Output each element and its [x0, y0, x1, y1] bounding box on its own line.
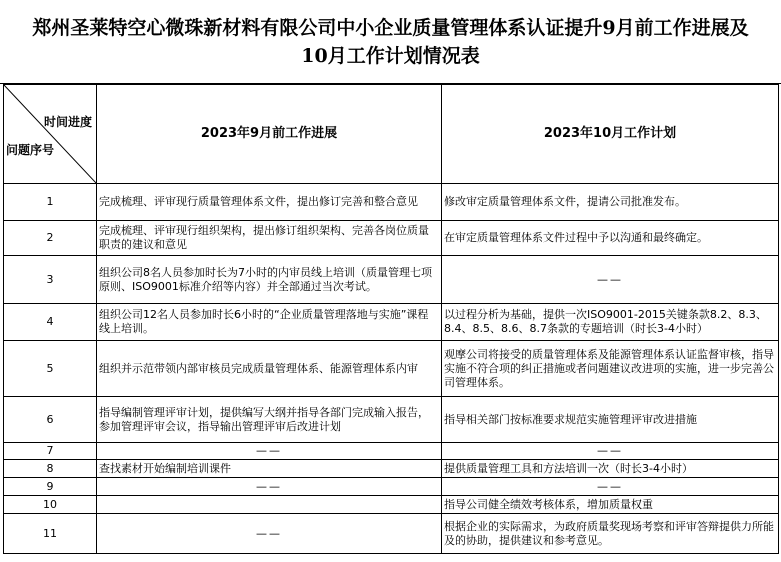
header-progress: 2023年9月前工作进展	[97, 85, 442, 184]
progress-cell: ——	[97, 478, 442, 496]
corner-label-time: 时间进度	[43, 115, 92, 129]
row-number: 8	[4, 460, 97, 478]
progress-cell: 组织公司12名人员参加时长6小时的“企业质量管理落地与实施”课程线上培训。	[97, 304, 442, 341]
plan-cell: ——	[442, 256, 779, 304]
plan-cell: 修改审定质量管理体系文件，提请公司批准发布。	[442, 184, 779, 221]
plan-cell: 提供质量管理工具和方法培训一次（时长3-4小时）	[442, 460, 779, 478]
corner-header-cell	[4, 85, 97, 184]
progress-cell: 查找素材开始编制培训课件	[97, 460, 442, 478]
table-row	[4, 443, 779, 460]
progress-cell: 组织公司8名人员参加时长为7小时的内审员线上培训（质量管理七项原则、ISO9001标准介绍等内容）并全部通过当次考试。	[97, 256, 442, 304]
progress-cell: ——	[97, 514, 442, 554]
plan-cell: ——	[442, 443, 779, 460]
table-row	[4, 341, 779, 397]
progress-table	[3, 84, 779, 554]
plan-cell: 指导公司健全绩效考核体系，增加质量权重	[442, 496, 779, 514]
table-row	[4, 514, 779, 554]
table-header-row	[4, 85, 779, 184]
table-row	[4, 221, 779, 256]
plan-cell: ——	[442, 478, 779, 496]
row-number: 9	[4, 478, 97, 496]
document-title	[0, 0, 781, 84]
title-line-2: 10月工作计划情况表	[301, 45, 480, 67]
progress-cell: ——	[97, 443, 442, 460]
table-row	[4, 496, 779, 514]
table-row	[4, 304, 779, 341]
header-plan: 2023年10月工作计划	[442, 85, 779, 184]
progress-cell: 指导编制管理评审计划，提供编写大纲并指导各部门完成输入报告，参加管理评审会议，指导输出管理评审后改进计划	[97, 397, 442, 443]
table-row	[4, 256, 779, 304]
plan-cell: 指导相关部门按标准要求规范实施管理评审改进措施	[442, 397, 779, 443]
row-number: 11	[4, 514, 97, 554]
row-number: 5	[4, 341, 97, 397]
row-number: 1	[4, 184, 97, 221]
plan-cell: 在审定质量管理体系文件过程中予以沟通和最终确定。	[442, 221, 779, 256]
table-row	[4, 184, 779, 221]
progress-cell	[97, 496, 442, 514]
plan-cell: 以过程分析为基础，提供一次ISO9001-2015关键条款8.2、8.3、8.4、8.5、8.6、8.7条款的专题培训（时长3-4小时）	[442, 304, 779, 341]
row-number: 10	[4, 496, 97, 514]
table-row	[4, 460, 779, 478]
progress-cell: 组织并示范带领内部审核员完成质量管理体系、能源管理体系内审	[97, 341, 442, 397]
table-row	[4, 397, 779, 443]
row-number: 4	[4, 304, 97, 341]
plan-cell: 观摩公司将接受的质量管理体系及能源管理体系认证监督审核，指导实施不符合项的纠正措施或者问题建议改进项的实施，进一步完善公司管理体系。	[442, 341, 779, 397]
diagonal-divider	[4, 85, 97, 184]
row-number: 2	[4, 221, 97, 256]
corner-label-number: 问题序号	[6, 143, 55, 157]
progress-cell: 完成梳理、评审现行质量管理体系文件，提出修订完善和整合意见	[97, 184, 442, 221]
table-row	[4, 478, 779, 496]
title-line-1: 郑州圣莱特空心微珠新材料有限公司中小企业质量管理体系认证提升9月前工作进展及	[32, 17, 749, 39]
row-number: 7	[4, 443, 97, 460]
row-number: 3	[4, 256, 97, 304]
progress-cell: 完成梳理、评审现行组织架构，提出修订组织架构、完善各岗位质量职责的建议和意见	[97, 221, 442, 256]
plan-cell: 根据企业的实际需求，为政府质量奖现场考察和评审答辩提供力所能及的协助，提供建议和参考意见。	[442, 514, 779, 554]
row-number: 6	[4, 397, 97, 443]
